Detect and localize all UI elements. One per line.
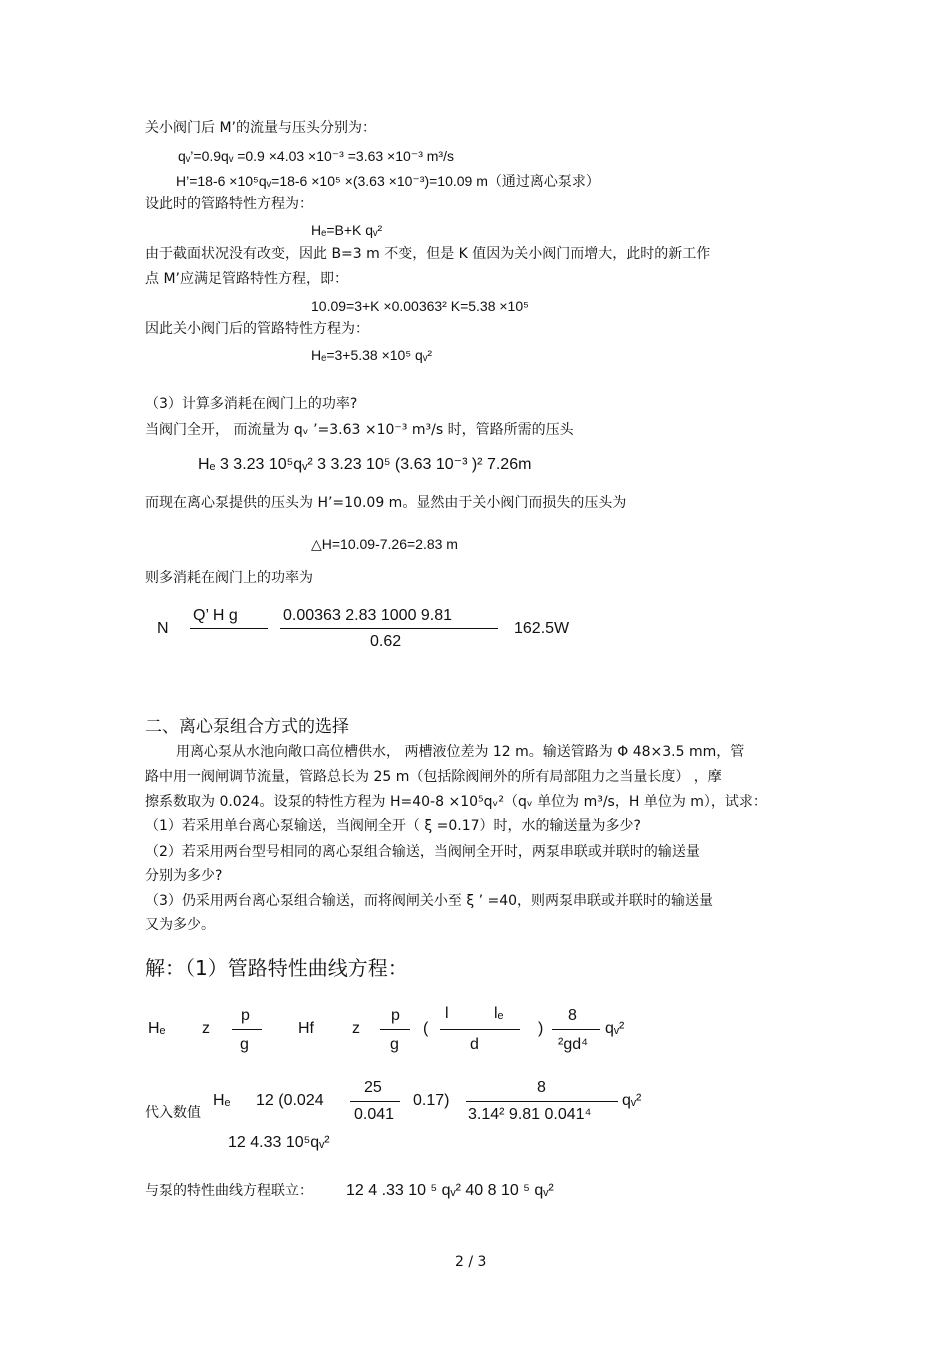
text-line: 由于截面状况没有改变，因此 B=3 m 不变，但是 K 值因为关小阀门而增大，此时的新工作 [145, 246, 711, 262]
equation-term: 12 (0.024 [256, 1092, 324, 1109]
fraction-bar [466, 1101, 618, 1102]
equation-term: ) [538, 1020, 544, 1037]
fraction-denominator: d [470, 1036, 479, 1053]
text-line: 因此关小阀门后的管路特性方程为： [145, 321, 369, 337]
fraction-numerator: 0.00363 2.83 1000 9.81 [283, 607, 453, 624]
fraction-bar [280, 628, 498, 629]
fraction-numerator: lₑ [494, 1005, 504, 1022]
equation-symbol: N [157, 620, 169, 637]
question-line: 又为多少。 [145, 917, 215, 933]
fraction-numerator: 8 [568, 1007, 577, 1024]
equation-term: 0.17) [413, 1092, 450, 1109]
fraction-denominator: g [240, 1036, 249, 1053]
equation-line: 12 4 .33 10 ⁵ qᵥ² 40 8 10 ⁵ qᵥ² [346, 1182, 554, 1199]
fraction-denominator: g [390, 1036, 399, 1053]
question-line: （2）若采用两台型号相同的离心泵组合输送，当阀闸全开时，两泵串联或并联时的输送量 [145, 844, 700, 860]
fraction-numerator: p [241, 1007, 250, 1024]
formula-line: Hₑ=3+5.38 ×10⁵ qᵥ² [311, 347, 432, 363]
equation-term: qᵥ² [622, 1092, 642, 1109]
fraction-bar [552, 1029, 600, 1030]
text-line: 则多消耗在阀门上的功率为 [145, 570, 313, 586]
question-line: （3）计算多消耗在阀门上的功率? [145, 396, 358, 412]
formula-line: △H=10.09-7.26=2.83 m [311, 536, 458, 552]
equation-term: z [202, 1020, 210, 1037]
fraction-denominator: ²gd⁴ [558, 1036, 588, 1053]
fraction-bar [190, 628, 268, 629]
fraction-numerator: p [391, 1007, 400, 1024]
text-line: 而现在离心泵提供的压头为 H’=10.09 m。显然由于关小阀门而损失的压头为 [145, 495, 627, 511]
fraction-denominator: 0.62 [370, 633, 402, 650]
equation-term: z [352, 1020, 360, 1037]
text-line: 当阀门全开， 而流量为 qᵥ ’=3.63 ×10⁻³ m³/s 时，管路所需的压头 [145, 422, 574, 438]
equation-line: 12 4.33 10⁵qᵥ² [228, 1134, 330, 1151]
formula-line: 10.09=3+K ×0.00363² K=5.38 ×10⁵ [311, 298, 529, 314]
fraction-denominator: 0.041 [354, 1106, 395, 1123]
fraction-bar [380, 1029, 410, 1030]
question-line: 分别为多少? [145, 868, 223, 884]
paragraph-line: 擦系数取为 0.024。设泵的特性方程为 H=40-8 ×10⁵qᵥ²（qᵥ 单位为 m³/s，H 单位为 m），试求： [145, 794, 767, 810]
paragraph-line: 用离心泵从水池向敞口高位槽供水， 两槽液位差为 12 m。输送管路为 Φ 48×3.5 mm，管 [176, 744, 745, 760]
solution-heading: 解：（1）管路特性曲线方程： [145, 956, 408, 980]
fraction-bar [350, 1101, 400, 1102]
text-label: 与泵的特性曲线方程联立： [145, 1183, 313, 1199]
equation-term: Hₑ [148, 1020, 166, 1037]
text-line: 关小阀门后 M’的流量与压头分别为： [145, 120, 376, 136]
formula-line: Hₑ=B+K qᵥ² [311, 222, 383, 238]
section-title: 二、离心泵组合方式的选择 [145, 717, 349, 737]
equation-result: 162.5W [514, 620, 570, 637]
question-line: （1）若采用单台离心泵输送，当阀闸全开（ ξ =0.17）时，水的输送量为多少? [145, 818, 641, 834]
fraction-denominator: 3.14² 9.81 0.041⁴ [468, 1106, 592, 1123]
fraction-numerator: 25 [364, 1079, 382, 1096]
equation-term: Hₑ [213, 1092, 231, 1109]
equation-term: ( [423, 1020, 429, 1037]
fraction-numerator: l [445, 1005, 449, 1022]
text-line: 点 M’应满足管路特性方程，即： [145, 271, 348, 287]
fraction-bar [232, 1029, 262, 1030]
page-number: 2 / 3 [455, 1254, 487, 1270]
fraction-bar [440, 1029, 520, 1030]
equation-term: qᵥ² [605, 1020, 625, 1037]
formula-line: H’=18-6 ×10⁵qᵥ=18-6 ×10⁵ ×(3.63 ×10⁻³)=10.09 m（通过离心泵求） [176, 173, 600, 189]
fraction-numerator: Q’ H g [193, 607, 238, 624]
equation-term: Hf [298, 1020, 314, 1037]
text-line: 设此时的管路特性方程为： [145, 196, 313, 212]
text-label: 代入数值 [145, 1105, 201, 1121]
fraction-numerator: 8 [537, 1079, 546, 1096]
question-line: （3）仍采用两台离心泵组合输送，而将阀闸关小至 ξ ’ =40，则两泵串联或并联时的输送量 [145, 893, 714, 909]
paragraph-line: 路中用一阀闸调节流量，管路总长为 25 m（包括除阀闸外的所有局部阻力之当量长度） ，摩 [145, 769, 722, 785]
equation-he: Hₑ 3 3.23 10⁵qᵥ² 3 3.23 10⁵ (3.63 10⁻³ )² 7.26m [198, 456, 532, 473]
formula-line: qᵥ’=0.9qᵥ =0.9 ×4.03 ×10⁻³ =3.63 ×10⁻³ m³/s [178, 148, 454, 164]
